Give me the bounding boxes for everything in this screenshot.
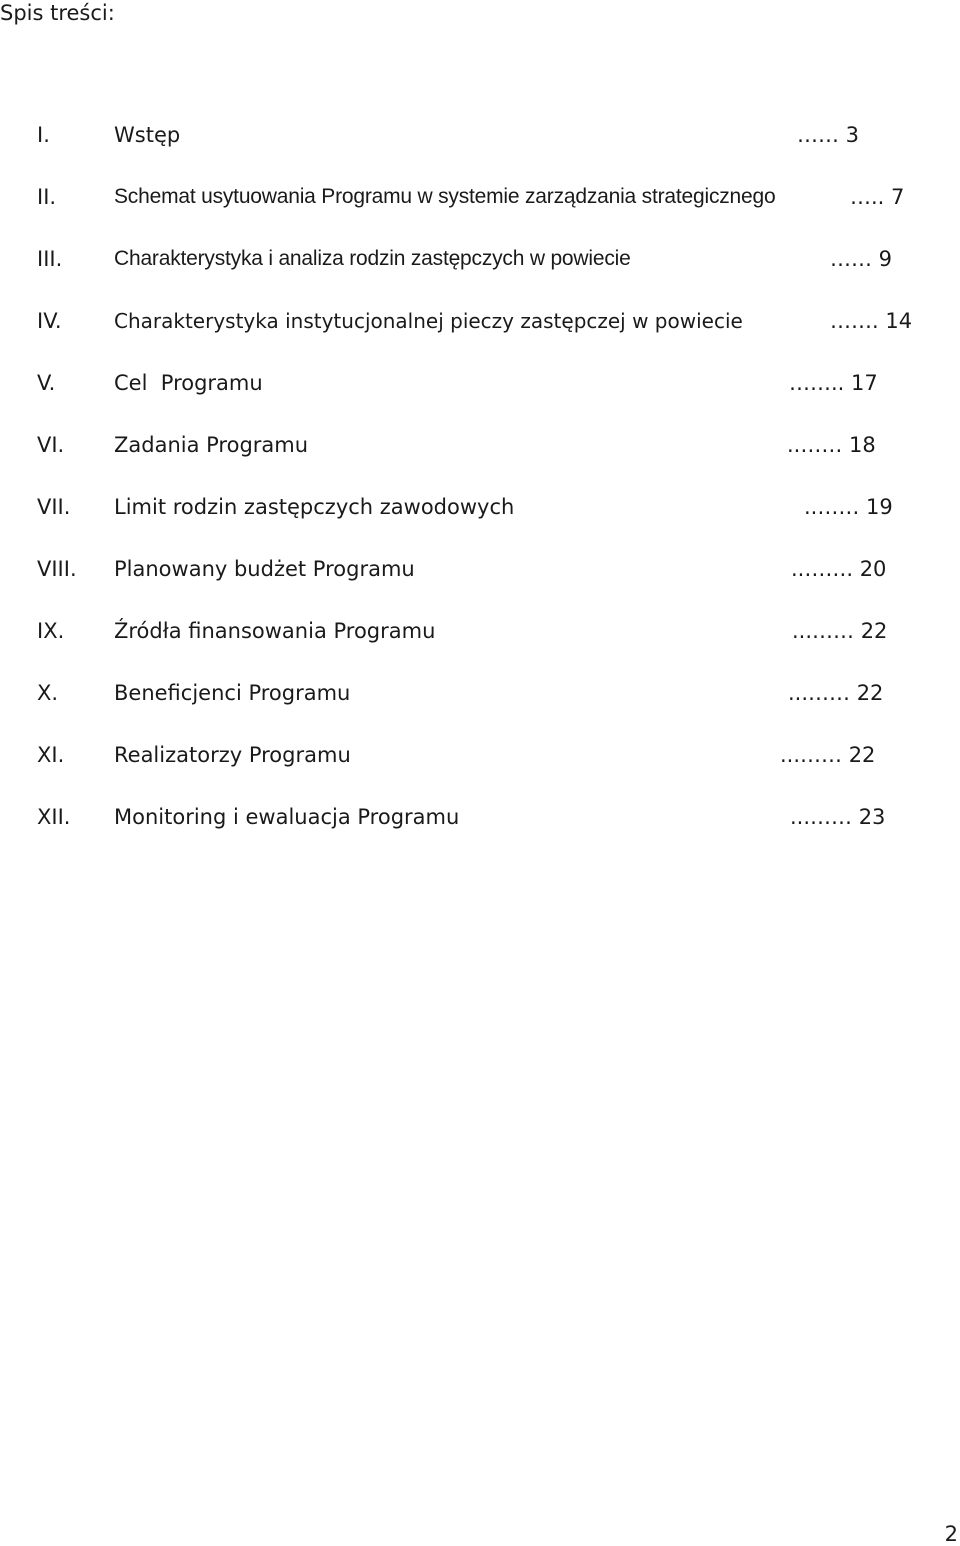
toc-entry-title: Wstęp xyxy=(114,123,181,147)
toc-heading: Spis treści: xyxy=(0,1,115,25)
page-number: 2 xyxy=(944,1522,958,1546)
toc-entry-title: Beneficjenci Programu xyxy=(114,681,351,705)
toc-entry-number: IX. xyxy=(37,619,65,643)
toc-entry-title: Schemat usytuowania Programu w systemie zarządzania strategicznego xyxy=(114,185,776,208)
toc-entry-page: …… 3 xyxy=(797,123,860,147)
toc-entry-title: Charakterystyka i analiza rodzin zastępczych w powiecie xyxy=(114,247,631,270)
toc-entry-number: X. xyxy=(37,681,59,705)
toc-entry-number: XII. xyxy=(37,805,71,829)
toc-entry-5 xyxy=(0,368,960,398)
toc-entry-6 xyxy=(0,430,960,460)
toc-entry-3 xyxy=(0,244,960,274)
toc-entry-8 xyxy=(0,554,960,584)
toc-entry-number: VI. xyxy=(37,433,65,457)
toc-entry-page: ..…… 18 xyxy=(787,433,876,457)
toc-entry-10 xyxy=(0,678,960,708)
toc-entry-1 xyxy=(0,120,960,150)
toc-entry-page: ...…… 22 xyxy=(780,743,876,767)
toc-entry-title: Planowany budżet Programu xyxy=(114,557,415,581)
toc-entry-number: XI. xyxy=(37,743,65,767)
toc-entry-page: ...…… 23 xyxy=(790,805,886,829)
toc-entry-page: …….. 17 xyxy=(789,371,878,395)
toc-entry-title: Cel Programu xyxy=(114,371,263,395)
toc-entry-title: Zadania Programu xyxy=(114,433,309,457)
toc-entry-12 xyxy=(0,802,960,832)
toc-entry-number: III. xyxy=(37,247,63,271)
toc-entry-page: ….. 7 xyxy=(850,185,905,209)
toc-entry-page: ..…… 19 xyxy=(804,495,893,519)
toc-entry-number: I. xyxy=(37,123,50,147)
toc-entry-2 xyxy=(0,182,960,212)
toc-entry-number: VIII. xyxy=(37,557,77,581)
toc-entry-title: Monitoring i ewaluacja Programu xyxy=(114,805,460,829)
toc-entry-number: IV. xyxy=(37,309,62,333)
toc-entry-7 xyxy=(0,492,960,522)
toc-entry-title: Źródła finansowania Programu xyxy=(114,619,436,643)
toc-entry-page: ..……. 20 xyxy=(791,557,887,581)
toc-entry-4 xyxy=(0,306,960,336)
toc-entry-page: ……. 14 xyxy=(830,309,913,333)
toc-entry-title: Charakterystyka instytucjonalnej pieczy zastępczej w powiecie xyxy=(114,309,743,333)
toc-entry-11 xyxy=(0,740,960,770)
toc-entry-title: Realizatorzy Programu xyxy=(114,743,351,767)
toc-entry-9 xyxy=(0,616,960,646)
toc-entry-title: Limit rodzin zastępczych zawodowych xyxy=(114,495,515,519)
toc-entry-page: ...…… 22 xyxy=(788,681,884,705)
toc-entry-number: V. xyxy=(37,371,56,395)
toc-entry-number: VII. xyxy=(37,495,71,519)
toc-entry-page: …… 9 xyxy=(830,247,893,271)
toc-entry-page: ...…… 22 xyxy=(792,619,888,643)
toc-entry-number: II. xyxy=(37,185,57,209)
